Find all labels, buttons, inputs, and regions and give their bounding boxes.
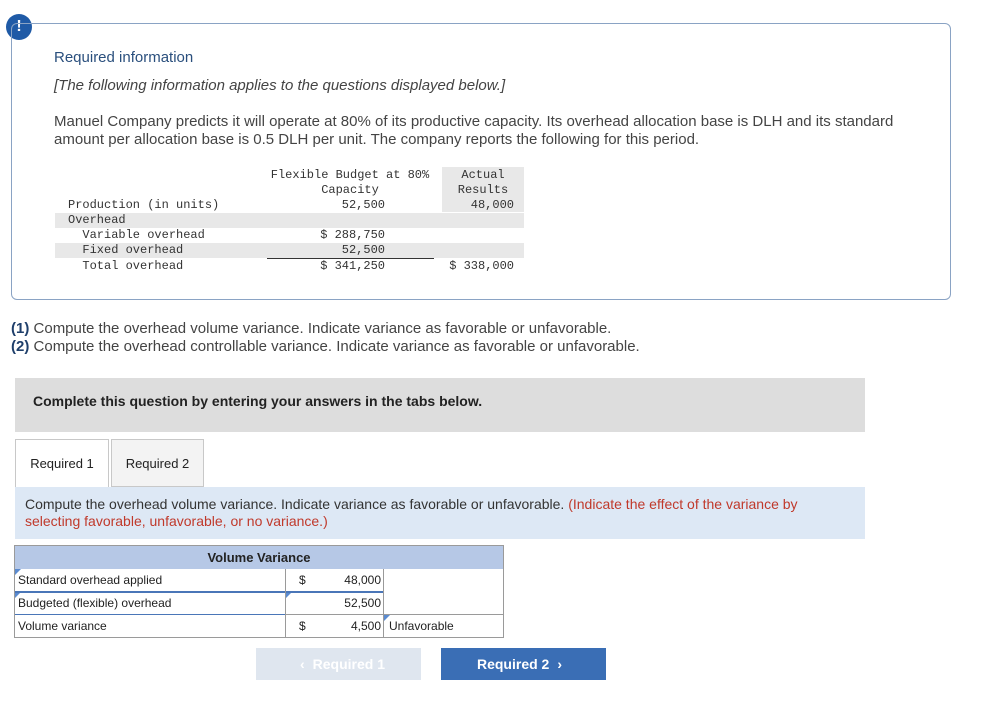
header-flexible-budget: Flexible Budget at 80% [270,168,430,182]
column-divider [383,569,384,637]
alert-icon: ! [6,14,32,40]
row-divider [286,614,383,615]
prev-required-button[interactable] [256,648,421,680]
variance-effect-select[interactable]: Unfavorable [389,619,454,633]
currency-symbol: $ [299,619,306,633]
chevron-right-icon: › [557,656,563,672]
row-label: Overhead [68,213,126,227]
row-label: Volume variance [18,619,107,633]
row-label: Production (in units) [68,198,220,212]
row-divider [286,591,383,593]
table-row [55,243,524,258]
table-row [55,198,524,213]
prev-button-label: Required 1 [312,656,386,672]
row-actual-value: 48,000 [470,198,514,212]
header-capacity: Capacity [321,183,379,197]
question-1: (1) Compute the overhead volume variance. Indicate variance as favorable or unfavorable. [11,320,612,337]
row-divider [15,614,285,615]
header-actual: Actual [461,168,505,182]
header-results: Results [457,183,509,197]
table-row [55,228,524,243]
dropdown-marker-icon [15,569,21,575]
row-label: Standard overhead applied [18,573,163,587]
currency-symbol: $ [299,573,306,587]
row-flex-value: 52,500 [341,198,385,212]
row-flex-value: $ 341,250 [320,259,385,273]
amount-input-budgeted-overhead[interactable]: 52,500 [344,596,381,610]
row-actual-value: $ 338,000 [449,259,514,273]
amount-input-volume-variance[interactable]: 4,500 [350,619,381,633]
question-2: (2) Compute the overhead controllable variance. Indicate variance as favorable or unfavorable. [11,338,640,355]
instruction-banner: Complete this question by entering your answers in the tabs below. [15,378,865,432]
row-divider [15,591,285,593]
row-label: Fixed overhead [68,243,184,257]
chevron-left-icon: ‹ [299,656,305,672]
next-button-label: Required 2 [476,656,550,672]
amount-input-standard-applied[interactable]: 48,000 [344,573,381,587]
volume-variance-table [14,545,504,638]
company-data-table [55,167,524,277]
table-row [55,213,524,228]
column-divider [285,569,286,637]
info-body: Manuel Company predicts it will operate at 80% of its productive capacity. Its overhead allocation base is DLH and its standard amount per allocation base is 0.5 DLH per unit. The company reports the following for this period. [54,113,894,148]
row-label: Variable overhead [68,228,205,242]
row-flex-value: 52,500 [341,243,385,257]
instruction-hint: (Indicate the effect of the variance by selecting favorable, unfavorable, or no variance.) [25,496,798,529]
info-subtitle: [The following information applies to the questions displayed below.] [54,77,506,94]
row-flex-value: $ 288,750 [320,228,385,242]
table-row [55,259,524,274]
row-label: Budgeted (flexible) overhead [18,596,172,610]
row-divider [383,614,503,615]
instruction-text: Compute the overhead volume variance. Indicate variance as favorable or unfavorable. [25,496,565,512]
tab-required-1[interactable]: Required 1 [15,439,109,487]
tab-required-2[interactable]: Required 2 [111,439,204,487]
next-required-button[interactable] [441,648,606,680]
row-label: Total overhead [68,259,184,273]
info-title: Required information [54,49,194,66]
tab-instruction [15,487,865,539]
volume-variance-title: Volume Variance [15,546,503,569]
